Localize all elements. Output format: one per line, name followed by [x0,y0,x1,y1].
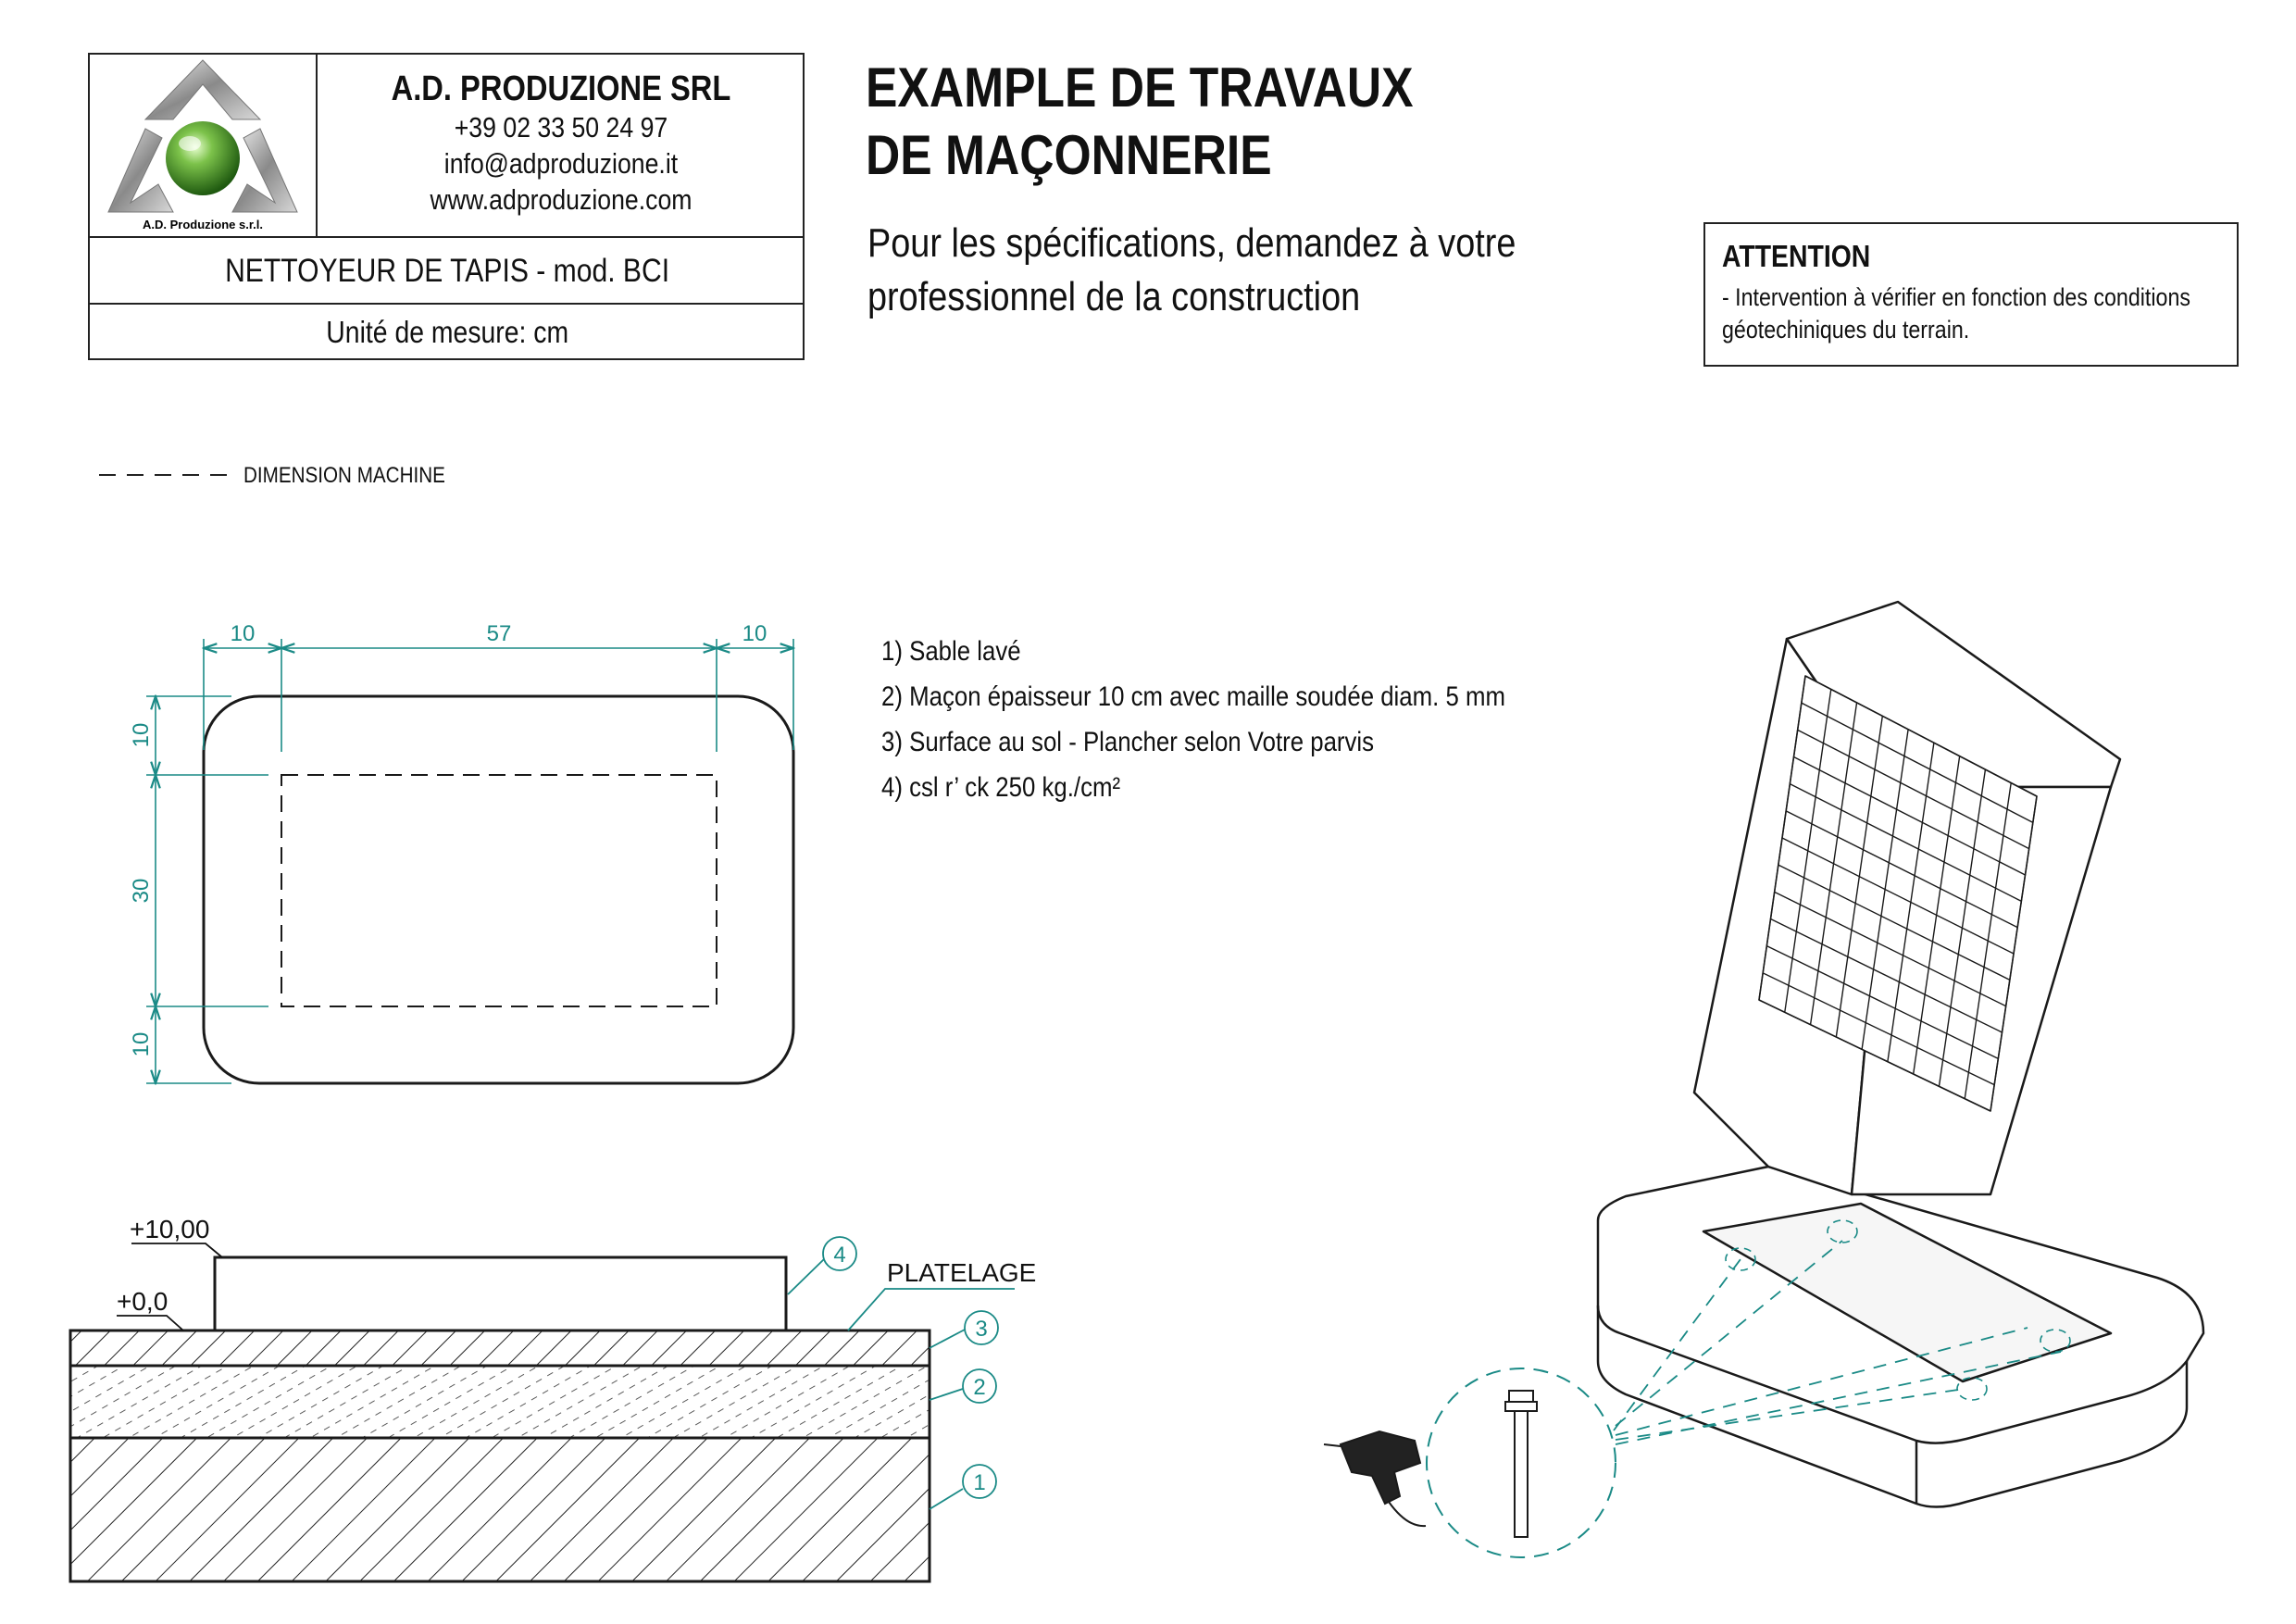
level-zero-label: +0,0 [117,1287,168,1316]
machine-dimension-outline [281,775,717,1006]
mat-cleaner-block [215,1257,786,1330]
callout-2: 2 [973,1375,986,1400]
unit-text: Unité de mesure: cm [326,315,568,349]
level-top-label: +10,00 [130,1215,210,1243]
drill-icon [1324,1431,1426,1526]
title-line-2: DE MAÇONNERIE [866,124,1272,186]
attention-line-2: géotechiniques du terrain. [1722,316,1970,344]
company-phone: +39 02 33 50 24 97 [454,111,668,144]
isometric-machine-illustration [1598,602,2203,1507]
plan-outline [204,696,793,1083]
dim-horizontal-1: 10 [230,621,256,646]
attention-line-1: - Intervention à vérifier en fonction des conditions [1722,283,2190,311]
title-line-1: EXAMPLE DE TRAVAUX [866,56,1414,119]
callout-3: 3 [975,1317,988,1342]
section-view [70,1215,1036,1581]
dim-vertical-1: 10 [129,722,154,748]
company-email: info@adproduzione.it [443,147,679,180]
dim-horizontal-3: 10 [742,621,767,646]
legend-label: DIMENSION MACHINE [243,463,445,488]
logo-text: A.D. Produzione s.r.l. [142,218,264,231]
layer-floor [70,1330,930,1366]
note-item: 3) Surface au sol - Plancher selon Votre parvis [881,727,1375,757]
callout-1: 1 [973,1470,986,1495]
callout-4: 4 [833,1243,846,1268]
platelage-label: PLATELAGE [887,1258,1037,1287]
layer-screed [70,1366,930,1438]
plan-view [129,621,793,1083]
dim-horizontal-2: 57 [486,621,512,646]
note-item: 1) Sable lavé [881,636,1021,667]
note-item: 2) Maçon épaisseur 10 cm avec maille soudée diam. 5 mm [881,681,1505,712]
company-website: www.adproduzione.com [430,183,693,216]
dim-vertical-3: 10 [129,1031,154,1057]
model-name-text: NETTOYEUR DE TAPIS - mod. BCI [224,253,670,289]
dim-vertical-2: 30 [129,878,154,904]
attention-title: ATTENTION [1722,239,1871,273]
layer-sand [70,1438,930,1581]
subtitle-line-2: professionnel de la construction [867,274,1361,319]
note-item: 4) csl r’ ck 250 kg./cm² [881,772,1121,803]
screw-icon [1505,1391,1537,1537]
subtitle-line-1: Pour les spécifications, demandez à votre [867,220,1516,266]
company-name: A.D. PRODUZIONE SRL [391,69,731,108]
